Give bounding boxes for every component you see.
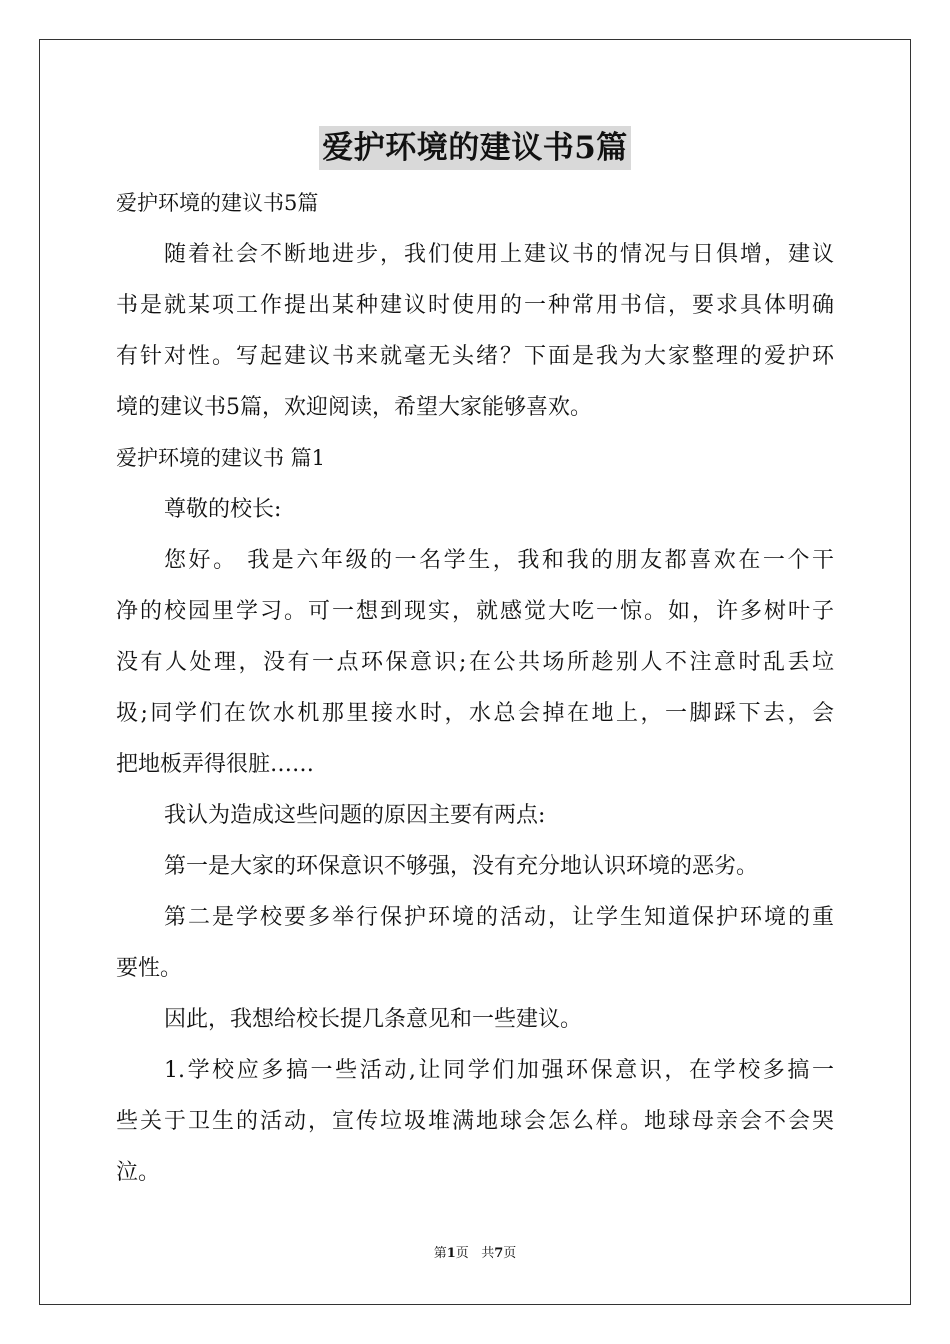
paragraph-line: 第二是学校要多举行保护环境的活动，让学生知道保护环境的重 [164, 905, 834, 930]
document-title: 爱护环境的建议书5篇 [319, 126, 631, 170]
paragraph-line: 泣。 [116, 1160, 161, 1185]
total-pages: 7 [494, 1246, 504, 1261]
paragraph-line: 有针对性。写起建议书来就毫无头绪？下面是我为大家整理的爱护环 [116, 344, 834, 369]
title-container [0, 126, 950, 170]
salutation-line: 尊敬的校长: [164, 497, 282, 522]
page-label-prefix: 第 [433, 1246, 447, 1261]
paragraph-line: 第一是大家的环保意识不够强，没有充分地认识环境的恶劣。 [164, 854, 759, 879]
paragraph-line: 随着社会不断地进步，我们使用上建议书的情况与日俱增，建议 [164, 242, 834, 267]
paragraph-line: 您好。 我是六年级的一名学生，我和我的朋友都喜欢在一个干 [164, 548, 834, 573]
paragraph-line: 要性。 [116, 956, 183, 981]
paragraph-line: 书是就某项工作提出某种建议时使用的一种常用书信，要求具体明确 [116, 293, 834, 318]
page-footer [0, 1245, 950, 1263]
paragraph-line: 把地板弄得很脏…… [116, 752, 315, 777]
paragraph-line: 圾;同学们在饮水机那里接水时，水总会掉在地上，一脚踩下去，会 [116, 701, 834, 726]
paragraph-line: 没有人处理，没有一点环保意识;在公共场所趁别人不注意时乱丢垃 [116, 650, 834, 675]
subtitle-line: 爱护环境的建议书5篇 [116, 191, 319, 215]
document-body [116, 178, 834, 1198]
page-label-suffix: 页 [455, 1246, 469, 1261]
total-label-suffix: 页 [503, 1246, 517, 1261]
page-number: 1 [446, 1246, 456, 1261]
paragraph-line: 些关于卫生的活动，宣传垃圾堆满地球会怎么样。地球母亲会不会哭 [116, 1109, 834, 1134]
section-heading: 爱护环境的建议书 篇1 [116, 446, 326, 470]
paragraph-line: 我认为造成这些问题的原因主要有两点: [164, 803, 546, 828]
paragraph-line: 因此，我想给校长提几条意见和一些建议。 [164, 1007, 583, 1032]
paragraph-line: 1.学校应多搞一些活动,让同学们加强环保意识，在学校多搞一 [164, 1058, 834, 1083]
paragraph-line: 净的校园里学习。可一想到现实，就感觉大吃一惊。如，许多树叶子 [116, 599, 834, 624]
paragraph-line: 境的建议书5篇，欢迎阅读，希望大家能够喜欢。 [116, 395, 592, 420]
total-label-prefix: 共 [481, 1246, 495, 1261]
